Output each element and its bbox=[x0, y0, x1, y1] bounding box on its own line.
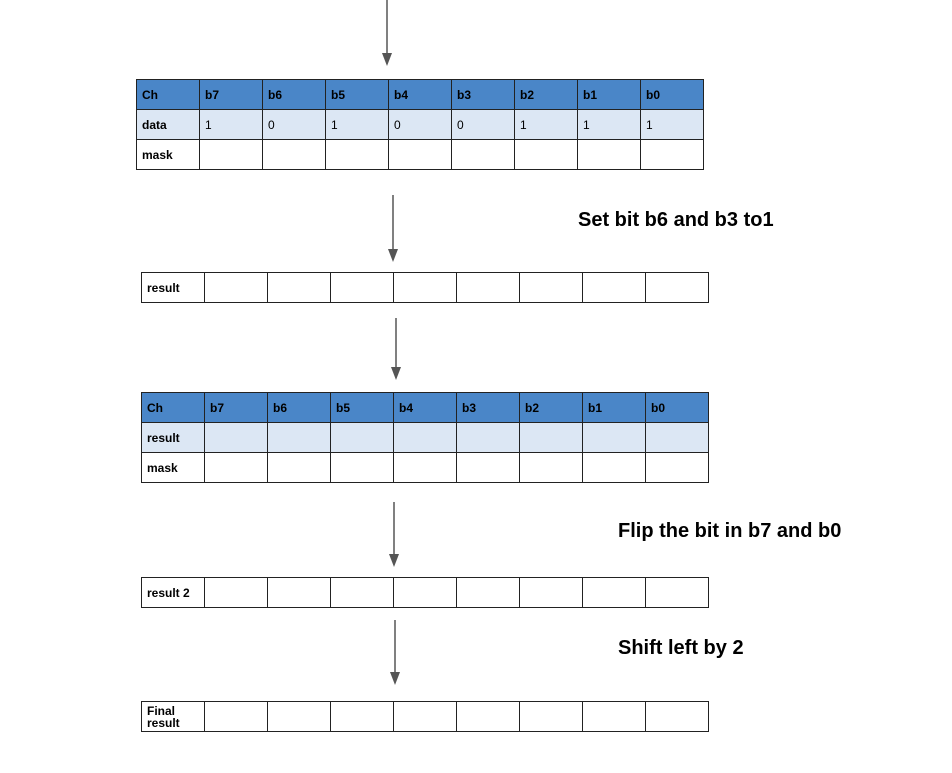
header2-cell-b4: b4 bbox=[394, 393, 457, 423]
result-row-2-label: result bbox=[142, 423, 205, 453]
header-row bbox=[137, 80, 704, 110]
result2-cell-b0 bbox=[646, 423, 709, 453]
result2-cell-b4 bbox=[394, 423, 457, 453]
header2-cell-ch: Ch bbox=[142, 393, 205, 423]
final-result-row bbox=[142, 702, 709, 732]
final-cell-b5 bbox=[331, 702, 394, 732]
result-cell-b2 bbox=[520, 273, 583, 303]
header-cell-b7: b7 bbox=[200, 80, 263, 110]
result-cell-b3 bbox=[457, 273, 520, 303]
mask-cell-b3 bbox=[452, 140, 515, 170]
instruction-shift-left: Shift left by 2 bbox=[618, 637, 744, 659]
data-cell-b2: 1 bbox=[515, 110, 578, 140]
result2-row-cell-b0 bbox=[646, 578, 709, 608]
mask2-cell-b0 bbox=[646, 453, 709, 483]
result-cell-b0 bbox=[646, 273, 709, 303]
result2-cell-b5 bbox=[331, 423, 394, 453]
data-row bbox=[137, 110, 704, 140]
arrow-to-result-head bbox=[388, 249, 398, 262]
mask2-cell-b4 bbox=[394, 453, 457, 483]
mask-cell-b7 bbox=[200, 140, 263, 170]
data-cell-b1: 1 bbox=[578, 110, 641, 140]
result-row-label: result bbox=[142, 273, 205, 303]
header-cell-b0: b0 bbox=[641, 80, 704, 110]
arrow-to-table2-head bbox=[391, 367, 401, 380]
mask2-cell-b7 bbox=[205, 453, 268, 483]
mask2-cell-b6 bbox=[268, 453, 331, 483]
data-cell-b5: 1 bbox=[326, 110, 389, 140]
data-row-label: data bbox=[137, 110, 200, 140]
result2-cell-b7 bbox=[205, 423, 268, 453]
final-cell-b2 bbox=[520, 702, 583, 732]
result2-row-cell-b5 bbox=[331, 578, 394, 608]
header-cell-ch: Ch bbox=[137, 80, 200, 110]
header-cell-b6: b6 bbox=[263, 80, 326, 110]
result2-row-cell-b4 bbox=[394, 578, 457, 608]
result-cell-b7 bbox=[205, 273, 268, 303]
result-cell-b1 bbox=[583, 273, 646, 303]
data-cell-b3: 0 bbox=[452, 110, 515, 140]
result2-row-cell-b7 bbox=[205, 578, 268, 608]
header2-cell-b1: b1 bbox=[583, 393, 646, 423]
result2-row-label: result 2 bbox=[142, 578, 205, 608]
bit-table-result-mask bbox=[141, 392, 709, 483]
mask-cell-b4 bbox=[389, 140, 452, 170]
instruction-set-bits: Set bit b6 and b3 to1 bbox=[578, 209, 774, 231]
mask-row-2-label: mask bbox=[142, 453, 205, 483]
result2-row-cell-b6 bbox=[268, 578, 331, 608]
result2-row-cell-b3 bbox=[457, 578, 520, 608]
result2-row-cell-b2 bbox=[520, 578, 583, 608]
final-cell-b6 bbox=[268, 702, 331, 732]
data-cell-b4: 0 bbox=[389, 110, 452, 140]
result2-cell-b2 bbox=[520, 423, 583, 453]
final-cell-b3 bbox=[457, 702, 520, 732]
data-cell-b7: 1 bbox=[200, 110, 263, 140]
mask2-cell-b3 bbox=[457, 453, 520, 483]
final-cell-b4 bbox=[394, 702, 457, 732]
mask-row-2 bbox=[142, 453, 709, 483]
header2-cell-b3: b3 bbox=[457, 393, 520, 423]
mask-cell-b2 bbox=[515, 140, 578, 170]
final-cell-b1 bbox=[583, 702, 646, 732]
header2-cell-b7: b7 bbox=[205, 393, 268, 423]
mask-row-label: mask bbox=[137, 140, 200, 170]
header-cell-b5: b5 bbox=[326, 80, 389, 110]
header2-cell-b6: b6 bbox=[268, 393, 331, 423]
header-row-2 bbox=[142, 393, 709, 423]
arrow-to-result2-head bbox=[389, 554, 399, 567]
result-row-table bbox=[141, 272, 709, 303]
result-cell-b6 bbox=[268, 273, 331, 303]
mask-cell-b5 bbox=[326, 140, 389, 170]
final-result-row-table bbox=[141, 701, 709, 732]
mask-row bbox=[137, 140, 704, 170]
result-cell-b4 bbox=[394, 273, 457, 303]
result2-cell-b6 bbox=[268, 423, 331, 453]
result2-row-cell-b1 bbox=[583, 578, 646, 608]
mask-cell-b1 bbox=[578, 140, 641, 170]
header2-cell-b5: b5 bbox=[331, 393, 394, 423]
arrow-top-head bbox=[382, 53, 392, 66]
header-cell-b4: b4 bbox=[389, 80, 452, 110]
header2-cell-b2: b2 bbox=[520, 393, 583, 423]
mask2-cell-b1 bbox=[583, 453, 646, 483]
header-cell-b3: b3 bbox=[452, 80, 515, 110]
mask2-cell-b5 bbox=[331, 453, 394, 483]
result-row bbox=[142, 273, 709, 303]
data-cell-b0: 1 bbox=[641, 110, 704, 140]
result2-row-table bbox=[141, 577, 709, 608]
result2-row bbox=[142, 578, 709, 608]
mask2-cell-b2 bbox=[520, 453, 583, 483]
final-cell-b0 bbox=[646, 702, 709, 732]
header2-cell-b0: b0 bbox=[646, 393, 709, 423]
arrow-to-final-head bbox=[390, 672, 400, 685]
data-cell-b6: 0 bbox=[263, 110, 326, 140]
final-result-row-label: Final result bbox=[142, 702, 205, 732]
bit-table-data-mask bbox=[136, 79, 704, 170]
final-cell-b7 bbox=[205, 702, 268, 732]
result-row-2 bbox=[142, 423, 709, 453]
result-cell-b5 bbox=[331, 273, 394, 303]
mask-cell-b0 bbox=[641, 140, 704, 170]
result2-cell-b3 bbox=[457, 423, 520, 453]
result2-cell-b1 bbox=[583, 423, 646, 453]
instruction-flip-bits: Flip the bit in b7 and b0 bbox=[618, 520, 842, 542]
header-cell-b2: b2 bbox=[515, 80, 578, 110]
header-cell-b1: b1 bbox=[578, 80, 641, 110]
mask-cell-b6 bbox=[263, 140, 326, 170]
